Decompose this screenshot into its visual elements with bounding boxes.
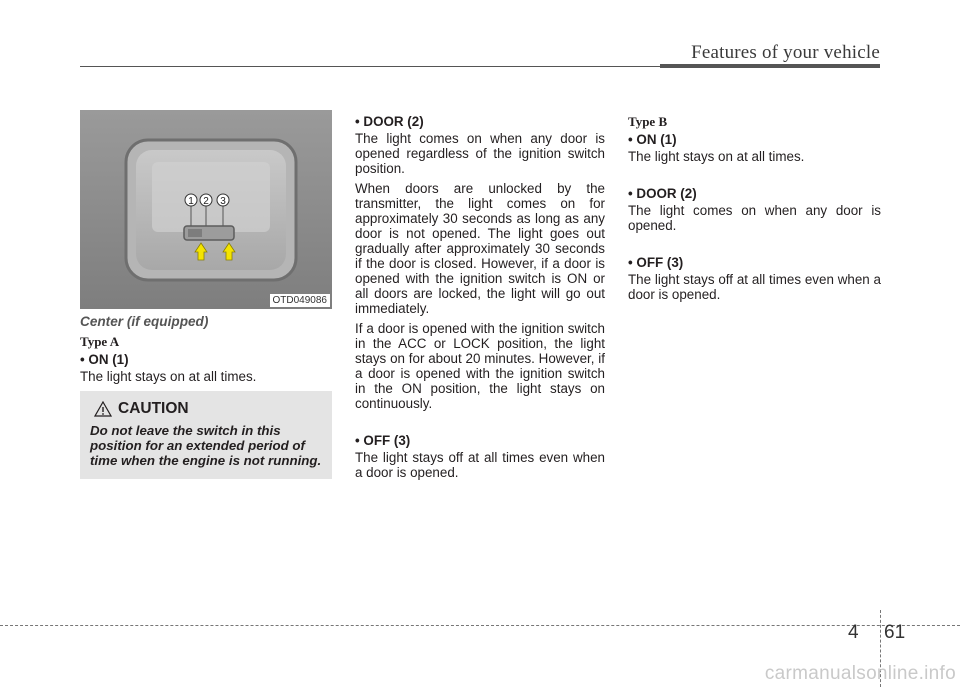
type-b-door-label: • DOOR (2): [628, 186, 697, 201]
warning-triangle-icon: [94, 401, 112, 417]
door-label: • DOOR (2): [355, 114, 424, 129]
door-paragraph-2: When doors are unlocked by the transmitter, the light comes on for approximately 30 seconds as long as any door is not opened. The light goes out gradually after approximately 30 seconds if the door is closed. However, if a door is opened with the ignition switch is ON or all doors are locked, the light will go out immediately.: [355, 181, 605, 316]
header-title: Features of your vehicle: [691, 42, 880, 63]
svg-text:3: 3: [220, 196, 226, 207]
off-label: • OFF (3): [355, 433, 411, 448]
off-text: The light stays off at all times even when a door is opened.: [355, 450, 605, 480]
type-b-on-text: The light stays on at all times.: [628, 149, 805, 164]
svg-text:2: 2: [203, 196, 209, 207]
type-b-off-text: The light stays off at all times even when a door is opened.: [628, 272, 881, 302]
type-b-door-text: The light comes on when any door is opened.: [628, 203, 881, 233]
type-b-off-label: • OFF (3): [628, 255, 684, 270]
footer-rule: [0, 625, 960, 626]
chapter-number: 4: [848, 622, 859, 643]
type-b-heading: Type B: [628, 114, 668, 129]
figure-caption: Center (if equipped): [80, 314, 209, 329]
caution-header: [94, 400, 189, 418]
center-lamp-figure: [80, 110, 332, 309]
figure-code: OTD049086: [270, 294, 330, 307]
caution-box: [80, 391, 332, 479]
center-lamp-illustration: [80, 110, 332, 309]
header-rule-accent: [660, 64, 880, 68]
page-number: 61: [884, 622, 906, 643]
type-a-heading: Type A: [80, 334, 120, 349]
type-b-on-label: • ON (1): [628, 132, 677, 147]
caution-title: CAUTION: [118, 400, 189, 417]
caution-text: Do not leave the switch in this position for an extended period of time when the engine is not running.: [90, 423, 322, 468]
svg-text:1: 1: [188, 196, 194, 207]
left-column: [80, 314, 332, 389]
type-a-on-label: • ON (1): [80, 352, 129, 367]
door-paragraph-3: If a door is opened with the ignition switch in the ACC or LOCK position, the light stays on for about 20 minutes. However, if a door is opened with the ignition switch in the ON position, the light stays on continuously.: [355, 321, 605, 411]
type-a-on-text: The light stays on at all times.: [80, 369, 257, 384]
middle-column: [355, 114, 605, 485]
door-paragraph-1: The light comes on when any door is opened regardless of the ignition switch position.: [355, 131, 605, 176]
right-column: [628, 114, 881, 307]
watermark: carmanualsonline.info: [764, 663, 956, 684]
